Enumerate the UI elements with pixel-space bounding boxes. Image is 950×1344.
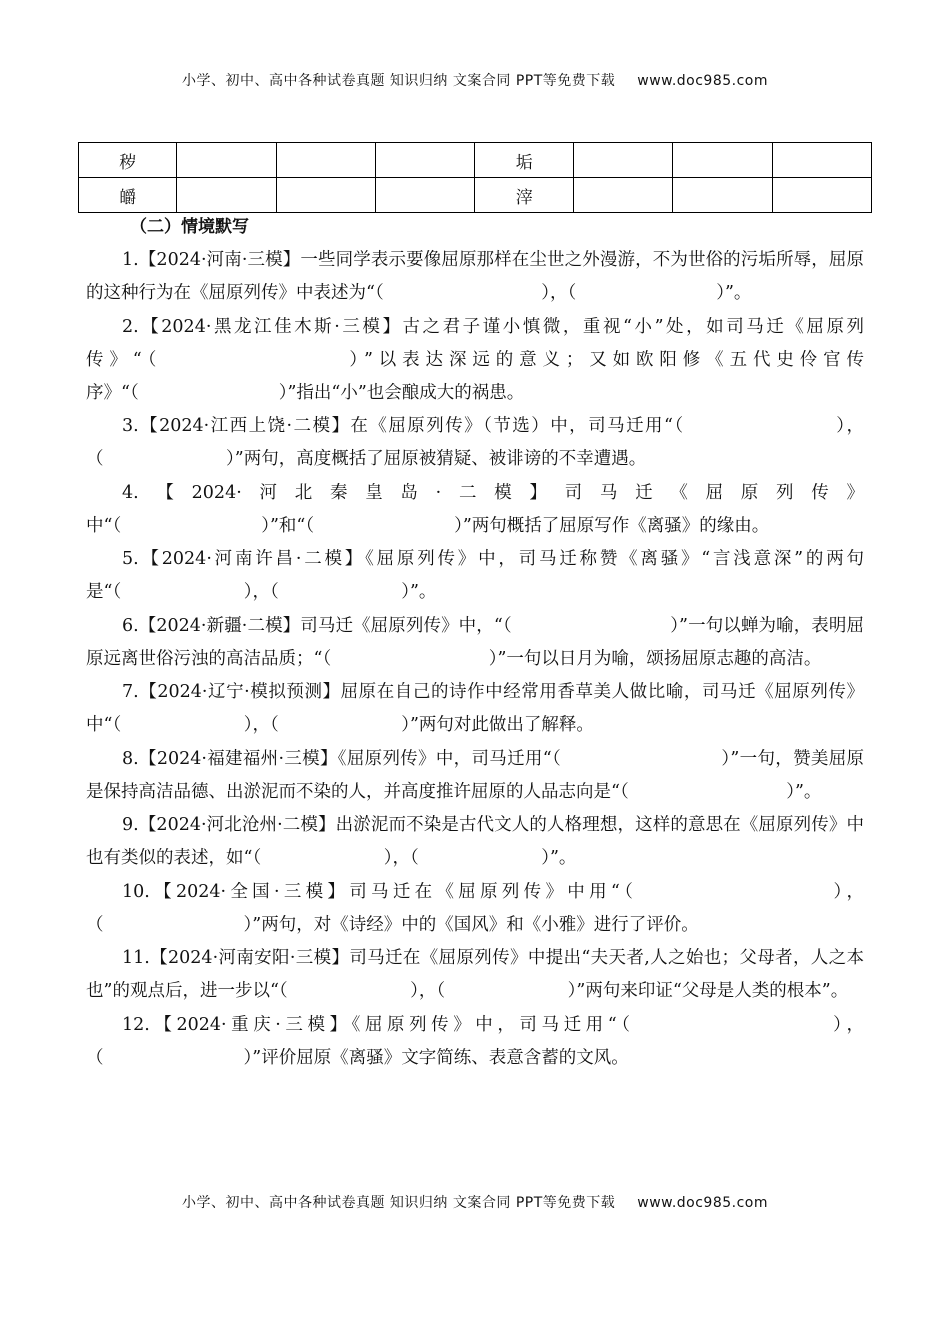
table-cell bbox=[276, 178, 375, 213]
table-cell bbox=[573, 178, 672, 213]
footer-text: 小学、初中、高中各种试卷真题 知识归纳 文案合同 PPT等免费下载 bbox=[181, 1195, 616, 1211]
question-item: 4.【2024·河北秦皇岛·二模】司马迁《屈原列传》中“（ ）”和“（ ）”两句概括了屈原写作《离骚》的缘由。 bbox=[86, 482, 864, 536]
table-cell bbox=[177, 143, 276, 178]
question-item: 8.【2024·福建福州·三模】《屈原列传》中，司马迁用“（ ）”一句，赞美屈原是保持高洁品德、出淤泥而不染的人，并高度推许屈原的人品志向是“（ ）”。 bbox=[86, 748, 864, 802]
footer-url[interactable]: www.doc985.com bbox=[637, 1195, 769, 1211]
question-item: 11.【2024·河南安阳·三模】司马迁在《屈原列传》中提出“夫天者,人之始也；父母者，人之本也”的观点后，进一步以“（ ），（ ）”两句来印证“父母是人类的根本”。 bbox=[86, 948, 864, 1001]
question-item: 7.【2024·辽宁·模拟预测】屈原在自己的诗作中经常用香草美人做比喻，司马迁《屈原列传》中“（ ），（ ）”两句对此做出了解释。 bbox=[86, 682, 864, 735]
table-cell bbox=[673, 143, 772, 178]
table-cell bbox=[673, 178, 772, 213]
question-item: 9.【2024·河北沧州·二模】出淤泥而不染是古代文人的人格理想，这样的意思在《屈原列传》中也有类似的表述，如“（ ），（ ）”。 bbox=[86, 815, 864, 868]
question-item: 1.【2024·河南·三模】一些同学表示要像屈原那样在尘世之外漫游，不为世俗的污垢所辱，屈原的这种行为在《屈原列传》中表述为“（ ），（ ）”。 bbox=[86, 250, 864, 303]
question-item: 6.【2024·新疆·二模】司马迁《屈原列传》中，“（ ）”一句以蝉为喻，表明屈原远离世俗污浊的高洁品质；“（ ）”一句以日月为喻，颂扬屈原志趣的高洁。 bbox=[86, 615, 864, 669]
header-url[interactable]: www.doc985.com bbox=[637, 73, 769, 89]
table-cell: 皭 bbox=[79, 178, 177, 213]
table-cell bbox=[376, 143, 475, 178]
table-cell bbox=[573, 143, 672, 178]
question-item: 10.【2024·全国·三模】司马迁在《屈原列传》中用“（ ），（ ）”两句，对《诗经》中的《国风》和《小雅》进行了评价。 bbox=[86, 881, 864, 935]
table-cell bbox=[772, 178, 871, 213]
table-cell bbox=[376, 178, 475, 213]
table-cell: 滓 bbox=[475, 178, 573, 213]
table-cell bbox=[276, 143, 375, 178]
page-footer bbox=[0, 1192, 950, 1212]
header-text: 小学、初中、高中各种试卷真题 知识归纳 文案合同 PPT等免费下载 bbox=[181, 73, 616, 89]
section-title: （二）情境默写 bbox=[130, 217, 249, 237]
table-cell bbox=[772, 143, 871, 178]
question-item: 2.【2024·黑龙江佳木斯·三模】古之君子谨小慎微，重视“小”处，如司马迁《屈原列传》“（ ）”以表达深远的意义；又如欧阳修《五代史伶官传序》“（ ）”指出“小”也会酿成大的祸患。 bbox=[86, 316, 864, 403]
table-row bbox=[79, 178, 872, 213]
character-table bbox=[78, 142, 872, 213]
page-header bbox=[0, 70, 950, 90]
question-list bbox=[86, 244, 864, 1075]
table-cell: 垢 bbox=[475, 143, 573, 178]
table-row bbox=[79, 143, 872, 178]
table-cell: 秽 bbox=[79, 143, 177, 178]
question-item: 12.【2024·重庆·三模】《屈原列传》中，司马迁用“（ ），（ ）”评价屈原《离骚》文字简练、表意含蓄的文风。 bbox=[86, 1014, 864, 1068]
table-cell bbox=[177, 178, 276, 213]
question-item: 5.【2024·河南许昌·二模】《屈原列传》中，司马迁称赞《离骚》“言浅意深”的两句是“（ ），（ ）”。 bbox=[86, 549, 864, 602]
question-item: 3.【2024·江西上饶·二模】在《屈原列传》（节选）中，司马迁用“（ ），（ ）”两句，高度概括了屈原被猜疑、被诽谤的不幸遭遇。 bbox=[86, 416, 864, 469]
